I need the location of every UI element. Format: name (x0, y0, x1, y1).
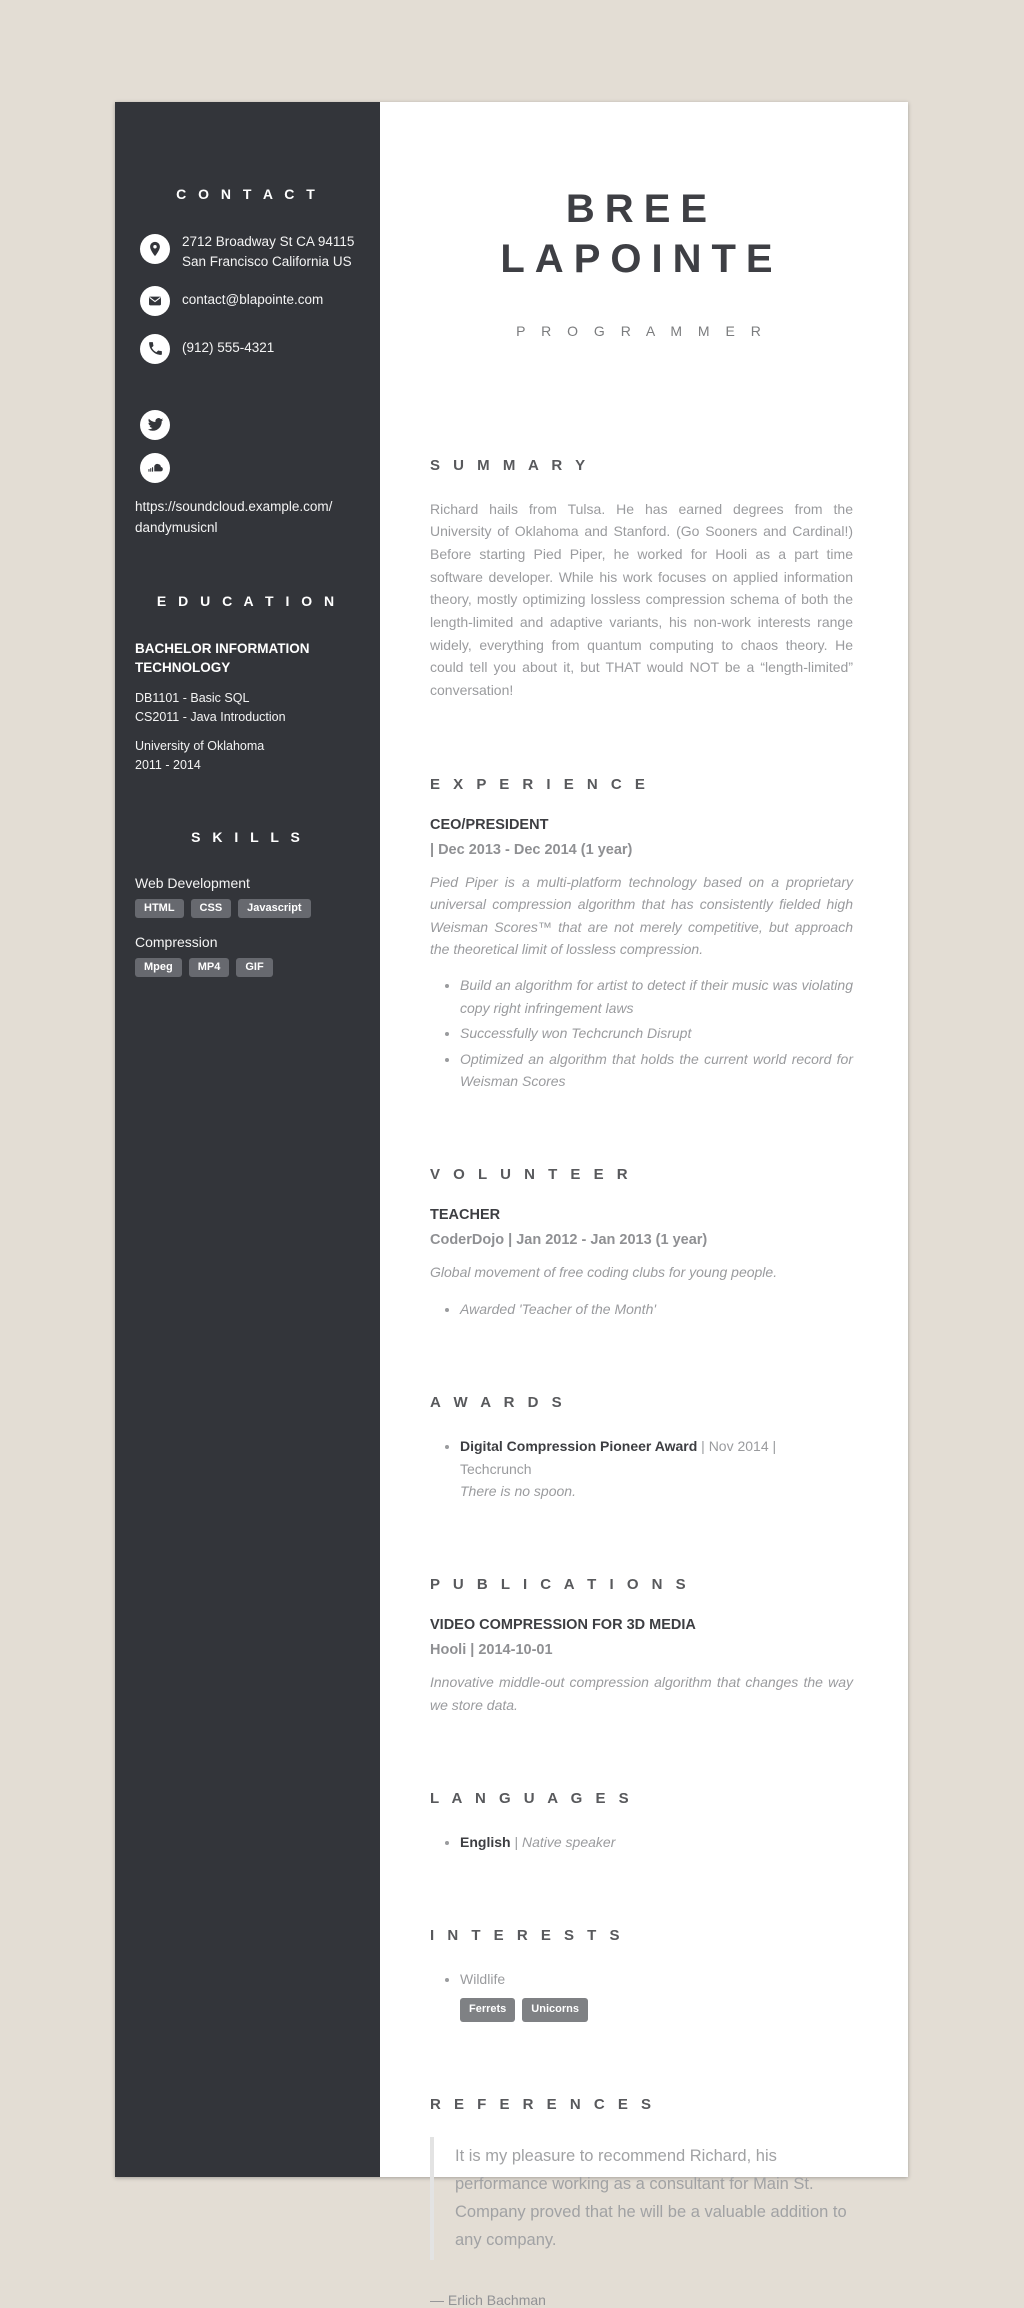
publication-description: Innovative middle-out compression algorithm that changes the way we store data. (430, 1674, 853, 1713)
soundcloud-url-line1: https://soundcloud.example.com/ (135, 498, 333, 514)
interests-section (430, 1927, 853, 2022)
email-icon (140, 286, 170, 316)
languages-list (430, 1831, 853, 1853)
award-item (460, 1435, 853, 1502)
skills-section (135, 829, 360, 977)
volunteer-bullets (430, 1298, 853, 1320)
volunteer-org-period: CoderDojo | Jan 2012 - Jan 2013 (1 year) (430, 1232, 708, 1249)
experience-bullet: • Successfully won Techcrunch Disrupt (460, 1022, 853, 1044)
languages-section (430, 1790, 853, 1853)
publications-section (430, 1576, 853, 1716)
soundcloud-url-line2: dandymusicnl (135, 520, 218, 536)
contact-email[interactable]: contact@blapointe.com (182, 292, 324, 308)
summary-heading: S U M M A R Y (430, 456, 590, 474)
award-org: Techcrunch (460, 1460, 532, 1477)
skill-tag: HTML (135, 899, 184, 918)
interest-tags (460, 1998, 853, 2023)
experience-period: | Dec 2013 - Dec 2014 (1 year) (430, 841, 633, 858)
education-degree: BACHELOR INFORMATION TECHNOLOGY (135, 640, 310, 676)
reference-quote: It is my pleasure to recommend Richard, his performance working as a consultant for Main St. Company proved that he will be a valuable addition to any company. (430, 2137, 853, 2260)
job-title: P R O G R A M M E R (516, 322, 767, 339)
awards-list (430, 1435, 853, 1502)
summary-section (430, 457, 853, 702)
experience-heading: E X P E R I E N C E (430, 775, 650, 793)
interests-list (430, 1968, 853, 2022)
skill-tag: MP4 (189, 958, 230, 977)
skill-tags (135, 899, 360, 918)
award-note: There is no spoon. (460, 1482, 576, 1499)
award-title: Digital Compression Pioneer Award (460, 1438, 698, 1455)
skill-group-name: Web Development (135, 874, 250, 891)
skill-tags (135, 958, 360, 977)
interest-tag: Ferrets (460, 1998, 515, 2023)
language-name: English (460, 1834, 511, 1851)
contact-email-row (135, 286, 360, 316)
education-heading: E D U C A T I O N (156, 592, 339, 609)
languages-heading: L A N G U A G E S (430, 1790, 634, 1808)
contact-phone-row (135, 334, 360, 364)
education-school: University of Oklahoma (135, 739, 265, 754)
language-separator: | (510, 1834, 522, 1851)
twitter-icon[interactable] (140, 410, 170, 440)
interest-name: Wildlife (460, 1971, 506, 1988)
publication-title: VIDEO COMPRESSION FOR 3D MEDIA (430, 1617, 696, 1634)
skill-tag: GIF (236, 958, 272, 977)
experience-role: CEO/PRESIDENT (430, 816, 549, 833)
references-heading: R E F E R E N C E S (430, 2096, 656, 2114)
volunteer-section (430, 1166, 853, 1320)
volunteer-heading: V O L U N T E E R (430, 1166, 633, 1184)
person-name-line1: BREE (565, 187, 718, 231)
phone-icon (140, 334, 170, 364)
awards-heading: A W A R D S (430, 1394, 567, 1412)
contact-address-row (135, 232, 360, 273)
language-item (460, 1831, 853, 1853)
education-course: CS2011 - Java Introduction (135, 709, 286, 724)
contact-heading: C O N T A C T (176, 186, 319, 202)
interest-tag: Unicorns (522, 1998, 588, 2023)
award-meta: | Nov 2014 | (697, 1438, 777, 1455)
reference-attribution: — Erlich Bachman (430, 2292, 546, 2308)
contact-address: 2712 Broadway St CA 94115 San Francisco California US (182, 234, 355, 270)
education-course: DB1101 - Basic SQL (135, 690, 250, 705)
soundcloud-icon[interactable] (140, 453, 170, 483)
resume-card (115, 102, 908, 2308)
skill-group (135, 875, 360, 918)
education-years: 2011 - 2014 (135, 758, 201, 773)
education-school-block (135, 737, 360, 775)
experience-section (430, 776, 853, 1093)
skill-tag: CSS (191, 899, 232, 918)
person-name-line2: LAPOINTE (500, 237, 783, 282)
publications-heading: P U B L I C A T I O N S (430, 1576, 691, 1594)
experience-bullet: • Build an algorithm for artist to detect if their music was violating copy right infringement laws (460, 974, 853, 1019)
skills-heading: S K I L L S (191, 828, 304, 845)
publication-meta: Hooli | 2014-10-01 (430, 1642, 553, 1659)
person-name (430, 184, 853, 285)
main-content (380, 102, 908, 2308)
skill-group (135, 934, 360, 977)
references-section (430, 2096, 853, 2308)
interests-heading: I N T E R E S T S (430, 1927, 625, 1945)
skill-tag: Javascript (238, 899, 310, 918)
contact-section (135, 186, 360, 364)
sidebar (115, 102, 380, 2177)
interest-item (460, 1968, 853, 2022)
social-section (135, 410, 360, 539)
skill-group-name: Compression (135, 933, 218, 950)
volunteer-description: Global movement of free coding clubs for young people. (430, 1264, 778, 1281)
experience-bullet: • Optimized an algorithm that holds the current world record for Weisman Scores (460, 1048, 853, 1093)
education-section (135, 593, 360, 775)
experience-description: Pied Piper is a multi-platform technology based on a proprietary universal compression algorithm that has consistently fielded high Weisman Scores™ that are not merely competitive, but approach the theoretical limit of lossless compression. (430, 873, 853, 957)
education-courses (135, 689, 360, 727)
contact-phone: (912) 555-4321 (182, 340, 275, 356)
language-level: Native speaker (521, 1834, 616, 1851)
volunteer-bullet: • Awarded 'Teacher of the Month' (460, 1298, 853, 1320)
skill-tag: Mpeg (135, 958, 182, 977)
experience-bullets (430, 974, 853, 1092)
location-icon (140, 234, 170, 264)
volunteer-role: TEACHER (430, 1207, 501, 1224)
awards-section (430, 1394, 853, 1502)
summary-text: Richard hails from Tulsa. He has earned degrees from the University of Oklahoma and Stanford. (Go Sooners and Cardinal!) Before starting Pied Piper, he worked for Hooli as a part time software developer. While his work focuses on applied information theory, mostly optimizing lossless compression schema of both the length-limited and adaptive variants, his non-work interests range widely, everything from quantum computing to chaos theory. He could tell you about it, but THAT would NOT be a “length-limited” conversation! (430, 500, 853, 699)
soundcloud-url[interactable] (135, 496, 360, 539)
